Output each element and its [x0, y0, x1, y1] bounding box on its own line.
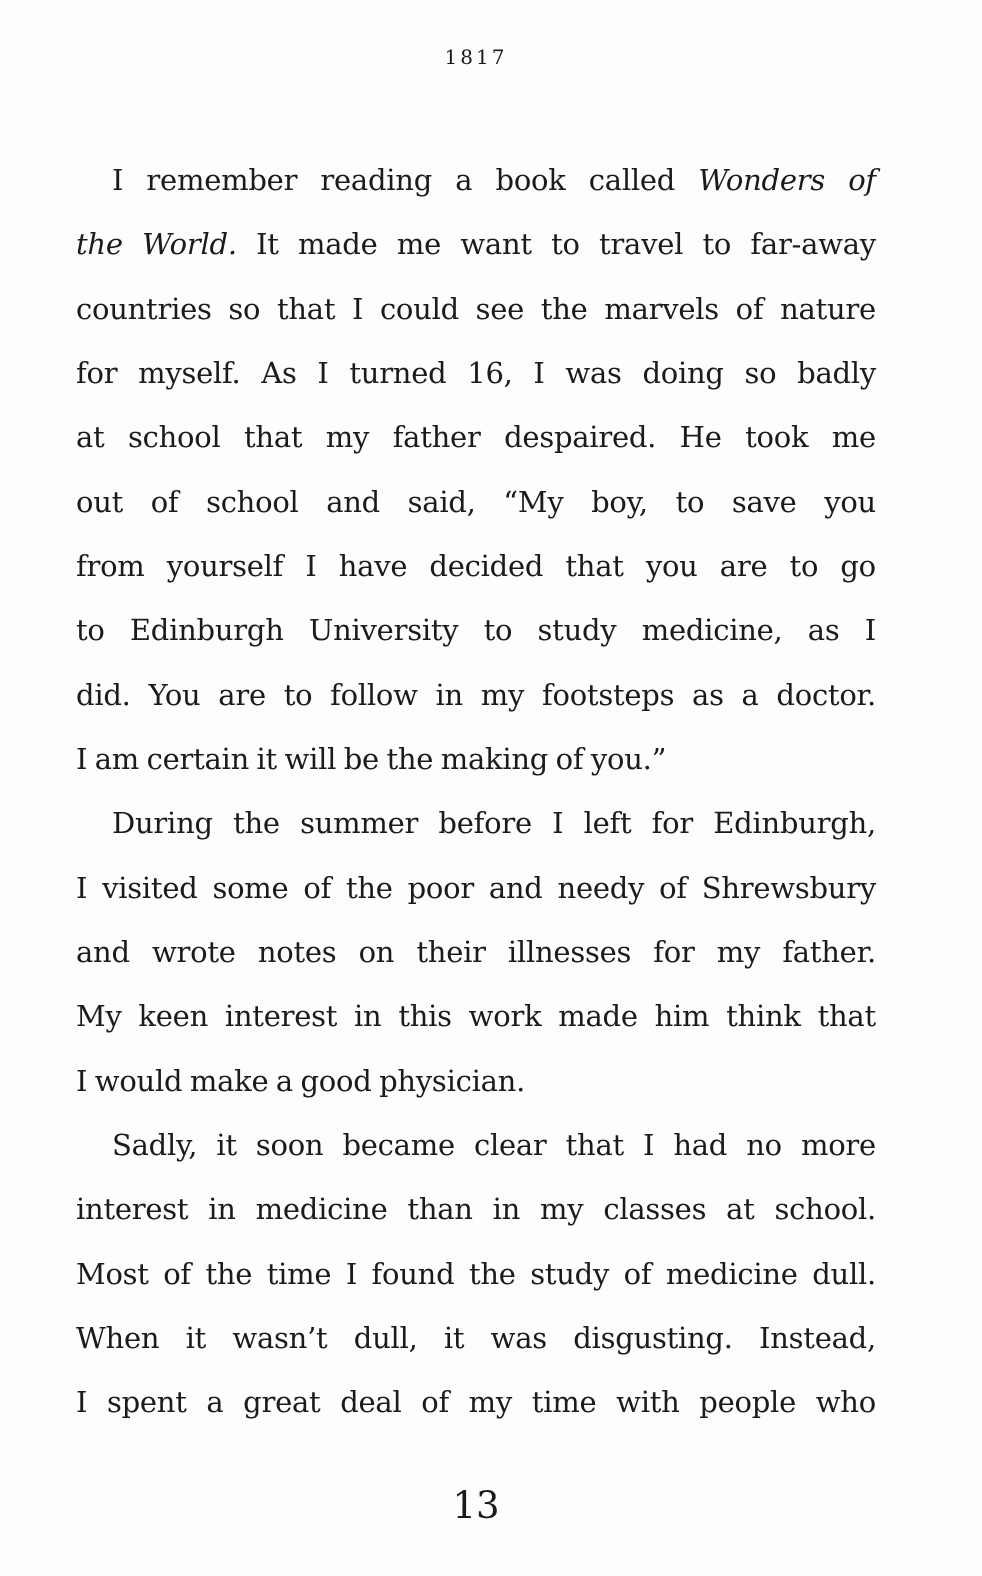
word: from	[76, 548, 145, 583]
word: boy,	[591, 484, 648, 519]
word: keen	[138, 999, 208, 1034]
word: study	[530, 1256, 610, 1291]
word: the	[468, 1256, 516, 1291]
word: needy	[557, 870, 645, 905]
word: are	[719, 548, 768, 583]
word: my	[540, 1192, 584, 1227]
text-line	[76, 727, 876, 791]
word: book	[495, 163, 566, 197]
word: great	[243, 1385, 321, 1420]
paragraph	[76, 148, 876, 791]
word: could	[379, 291, 459, 326]
word: school	[206, 484, 299, 519]
word: than	[407, 1192, 473, 1227]
word: took	[745, 420, 809, 455]
word: wrote	[151, 934, 236, 969]
word: I	[76, 870, 88, 905]
word: more	[800, 1127, 876, 1162]
word: notes	[257, 934, 337, 969]
word: me	[396, 227, 442, 262]
page-number: 13	[452, 1484, 500, 1527]
word: of	[848, 163, 876, 197]
word: time	[531, 1385, 597, 1420]
word: that	[565, 1127, 624, 1162]
text-line	[76, 405, 876, 469]
word: classes	[603, 1192, 707, 1227]
word: of	[303, 870, 332, 905]
word: I	[76, 741, 88, 776]
word: certain	[146, 741, 249, 776]
word: Instead,	[759, 1320, 876, 1355]
word: dull,	[353, 1320, 418, 1355]
word: medicine,	[641, 613, 783, 648]
word: good	[300, 1063, 372, 1098]
word: for	[651, 806, 693, 841]
word: countries	[76, 291, 212, 326]
word: in	[492, 1192, 521, 1227]
word: yourself	[166, 548, 284, 583]
word: of	[623, 1256, 652, 1291]
word: people	[699, 1385, 796, 1420]
word: make	[189, 1063, 269, 1098]
word: I	[345, 1256, 358, 1291]
word: I	[533, 355, 545, 390]
word: have	[338, 548, 408, 583]
word: physician.	[379, 1063, 526, 1098]
word: As	[261, 355, 297, 390]
word: did.	[76, 677, 131, 712]
word: to	[283, 677, 313, 712]
word: before	[438, 806, 532, 841]
word: I	[76, 1385, 88, 1420]
text-line	[76, 470, 876, 534]
word: save	[731, 484, 797, 519]
text-line	[76, 920, 876, 984]
word: to	[483, 613, 513, 648]
word: the	[386, 741, 434, 776]
word: myself.	[138, 355, 241, 390]
word: of	[555, 741, 584, 776]
word: go	[840, 548, 876, 583]
word: of	[421, 1385, 449, 1420]
word: a	[455, 163, 473, 197]
word: decided	[429, 548, 544, 583]
text-line	[76, 1113, 876, 1177]
word: I	[643, 1127, 655, 1162]
word: of	[163, 1256, 191, 1291]
text-line	[76, 791, 876, 855]
word: that	[817, 999, 876, 1034]
word: became	[342, 1127, 455, 1162]
word: with	[616, 1385, 680, 1420]
text-line	[76, 148, 876, 212]
page-header-year: 1817	[444, 45, 508, 69]
word: as	[807, 613, 840, 648]
word: school.	[774, 1192, 876, 1227]
word: doctor.	[776, 677, 876, 712]
word: it	[443, 1320, 465, 1355]
text-line	[76, 1370, 876, 1434]
word: despaired.	[504, 420, 657, 455]
word: University	[308, 613, 459, 648]
word: clear	[473, 1127, 547, 1162]
word: so	[744, 355, 777, 390]
word: out	[76, 484, 124, 519]
word: to	[702, 227, 732, 262]
word: on	[358, 934, 395, 969]
word: school	[127, 420, 221, 455]
word: visited	[102, 870, 198, 905]
word: the	[540, 291, 588, 326]
word: interest	[224, 999, 338, 1034]
word: you.”	[590, 741, 667, 776]
word: think	[726, 999, 801, 1034]
text-line	[76, 277, 876, 341]
word: so	[228, 291, 261, 326]
word: “My	[503, 484, 564, 519]
word: their	[416, 934, 486, 969]
word: a	[206, 1385, 224, 1420]
word: footsteps	[542, 677, 675, 712]
text-line	[76, 534, 876, 598]
word: illnesses	[507, 934, 632, 969]
word: you	[824, 484, 876, 519]
paragraph	[76, 1113, 876, 1435]
word: nature	[780, 291, 876, 326]
word: in	[354, 999, 382, 1034]
text-line	[76, 212, 876, 276]
word: I	[305, 548, 317, 583]
word: interest	[76, 1192, 189, 1227]
text-line	[76, 1306, 876, 1370]
word: Wonders	[698, 163, 825, 197]
word: My	[76, 999, 122, 1034]
word: it	[185, 1320, 207, 1355]
word: a	[741, 677, 759, 712]
word: Edinburgh,	[713, 806, 876, 841]
word: to	[675, 484, 705, 519]
word: to	[76, 613, 105, 648]
word: time	[266, 1256, 332, 1291]
word: dull.	[812, 1256, 876, 1291]
word: remember	[146, 163, 298, 197]
word: you	[645, 548, 698, 583]
text-line	[76, 984, 876, 1048]
word: who	[815, 1385, 876, 1420]
word: work	[468, 999, 542, 1034]
word: of	[150, 484, 179, 519]
word: I	[76, 1063, 88, 1098]
text-line	[76, 1049, 876, 1113]
word: some	[212, 870, 289, 905]
word: the	[345, 870, 393, 905]
word: I	[552, 806, 564, 841]
word: was	[490, 1320, 547, 1355]
word: said,	[407, 484, 476, 519]
word: the	[233, 806, 280, 841]
word: of	[735, 291, 764, 326]
word: father	[392, 420, 481, 455]
word: It	[256, 227, 279, 262]
word: badly	[797, 355, 876, 390]
word: me	[831, 420, 876, 455]
word: World.	[142, 227, 237, 262]
word: spent	[106, 1385, 187, 1420]
word: summer	[300, 806, 419, 841]
word: poor	[407, 870, 474, 905]
word: of	[659, 870, 687, 905]
word: Edinburgh	[129, 613, 284, 648]
word: am	[94, 741, 140, 776]
word: for	[76, 355, 118, 390]
word: made	[298, 227, 378, 262]
word: follow	[330, 677, 418, 712]
text-line	[76, 598, 876, 662]
word: had	[673, 1127, 728, 1162]
word: deal	[340, 1385, 402, 1420]
word: medicine	[665, 1256, 798, 1291]
word: no	[746, 1127, 782, 1162]
word: to	[551, 227, 580, 262]
word: at	[726, 1192, 755, 1227]
word: I	[112, 163, 124, 197]
word: Shrewsbury	[701, 870, 876, 905]
word: in	[435, 677, 463, 712]
word: far-away	[750, 227, 876, 262]
word: are	[218, 677, 266, 712]
word: the	[76, 227, 123, 262]
word: as	[692, 677, 724, 712]
word: turned	[349, 355, 447, 390]
word: left	[583, 806, 632, 841]
word: soon	[255, 1127, 324, 1162]
word: will	[284, 741, 337, 776]
word: I	[317, 355, 329, 390]
word: would	[94, 1063, 183, 1098]
word: medicine	[255, 1192, 388, 1227]
word: in	[208, 1192, 236, 1227]
word: to	[789, 548, 819, 583]
word: and	[76, 934, 130, 969]
word: I	[351, 291, 364, 326]
word: want	[460, 227, 532, 262]
word: Sadly,	[112, 1127, 198, 1162]
word: 16,	[467, 355, 513, 390]
word: the	[205, 1256, 253, 1291]
text-line	[76, 1177, 876, 1241]
word: see	[475, 291, 525, 326]
word: this	[398, 999, 452, 1034]
word: my	[716, 934, 761, 969]
word: He	[679, 420, 722, 455]
word: When	[76, 1320, 160, 1355]
text-line	[76, 1242, 876, 1306]
word: him	[654, 999, 710, 1034]
paragraph	[76, 791, 876, 1113]
word: and	[488, 870, 543, 905]
word: that	[276, 291, 336, 326]
word: Most	[76, 1256, 149, 1291]
word: You	[148, 677, 201, 712]
word: for	[653, 934, 695, 969]
word: it	[216, 1127, 237, 1162]
word: a	[275, 1063, 293, 1098]
word: wasn’t	[232, 1320, 328, 1355]
word: making	[440, 741, 549, 776]
word: travel	[599, 227, 684, 262]
word: study	[537, 613, 617, 648]
word: During	[112, 806, 213, 841]
word: marvels	[604, 291, 719, 326]
text-line	[76, 856, 876, 920]
word: called	[588, 163, 676, 197]
word: be	[343, 741, 379, 776]
word: it	[256, 741, 277, 776]
word: father.	[782, 934, 876, 969]
word: my	[468, 1385, 513, 1420]
word: made	[558, 999, 638, 1034]
word: my	[325, 420, 370, 455]
word: reading	[320, 163, 433, 197]
word: that	[565, 548, 624, 583]
text-line	[76, 663, 876, 727]
word: and	[326, 484, 380, 519]
word: was	[565, 355, 622, 390]
word: my	[480, 677, 525, 712]
word: at	[76, 420, 105, 455]
text-line	[76, 341, 876, 405]
body-text	[76, 148, 876, 1435]
word: that	[243, 420, 303, 455]
word: found	[371, 1256, 455, 1291]
word: I	[864, 613, 876, 648]
word: doing	[642, 355, 724, 390]
word: disgusting.	[573, 1320, 733, 1355]
